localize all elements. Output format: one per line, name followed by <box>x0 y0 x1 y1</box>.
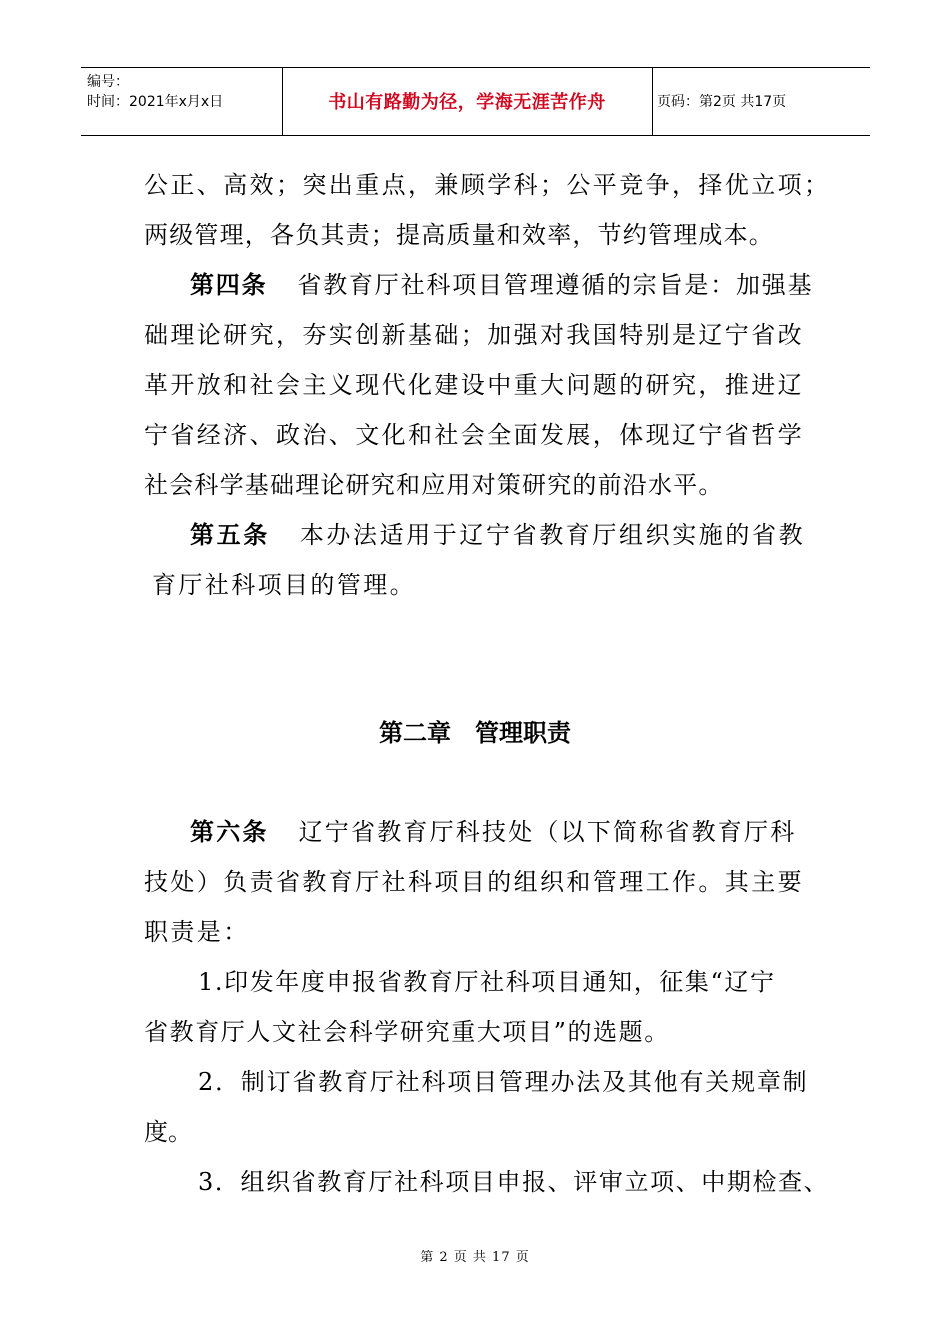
header-page-number: 页码：第2页 共17页 <box>657 94 787 110</box>
body-line: 公正、高效；突出重点，兼顾学科；公平竞争，择优立项； <box>144 171 831 199</box>
article-6-first-line <box>190 817 796 847</box>
body-line: 职责是： <box>144 918 250 946</box>
body-line: 育厅社科项目的管理。 <box>152 571 416 599</box>
list-item-1: 1.印发年度申报省教育厅社科项目通知，征集“辽宁 <box>198 968 776 996</box>
chapter-heading: 第二章 管理职责 <box>379 719 571 747</box>
article-4-title: 第四条 <box>190 271 268 299</box>
list-item-2: 2．制订省教育厅社科项目管理办法及其他有关规章制 <box>198 1068 809 1096</box>
article-5-first-line <box>190 520 805 550</box>
body-line: 宁省经济、政治、文化和社会全面发展，体现辽宁省哲学 <box>144 421 804 449</box>
body-line: 革开放和社会主义现代化建设中重大问题的研究，推进辽 <box>144 371 804 399</box>
page-footer: 第 2 页 共 17 页 <box>420 1250 530 1265</box>
body-line: 社会科学基础理论研究和应用对策研究的前沿水平。 <box>144 471 724 499</box>
list-item-3: 3．组织省教育厅社科项目申报、评审立项、中期检查、 <box>198 1168 830 1196</box>
article-4-text: 省教育厅社科项目管理遵循的宗旨是：加强基 <box>297 271 814 299</box>
header-meta <box>87 72 223 112</box>
body-line: 技处）负责省教育厅社科项目的组织和管理工作。其主要 <box>144 868 804 896</box>
document-number-label: 编号： <box>87 74 129 90</box>
header-motto: 书山有路勤为径，学海无涯苦作舟 <box>328 92 606 113</box>
body-line: 两级管理，各负其责；提高质量和效率，节约管理成本。 <box>144 221 774 249</box>
article-5-text: 本办法适用于辽宁省教育厅组织实施的省教 <box>299 521 806 549</box>
body-line: 省教育厅人文社会科学研究重大项目”的选题。 <box>144 1018 670 1046</box>
body-line: 础理论研究，夯实创新基础；加强对我国特别是辽宁省改 <box>144 321 804 349</box>
document-header <box>81 67 870 136</box>
article-5-title: 第五条 <box>190 521 270 549</box>
body-line: 度。 <box>144 1118 192 1146</box>
header-divider <box>652 68 653 135</box>
article-6-text: 辽宁省教育厅科技处（以下简称省教育厅科 <box>298 818 797 846</box>
document-date-label: 时间：2021年x月x日 <box>87 94 224 110</box>
article-4-first-line <box>190 270 813 300</box>
article-6-title: 第六条 <box>190 818 269 846</box>
